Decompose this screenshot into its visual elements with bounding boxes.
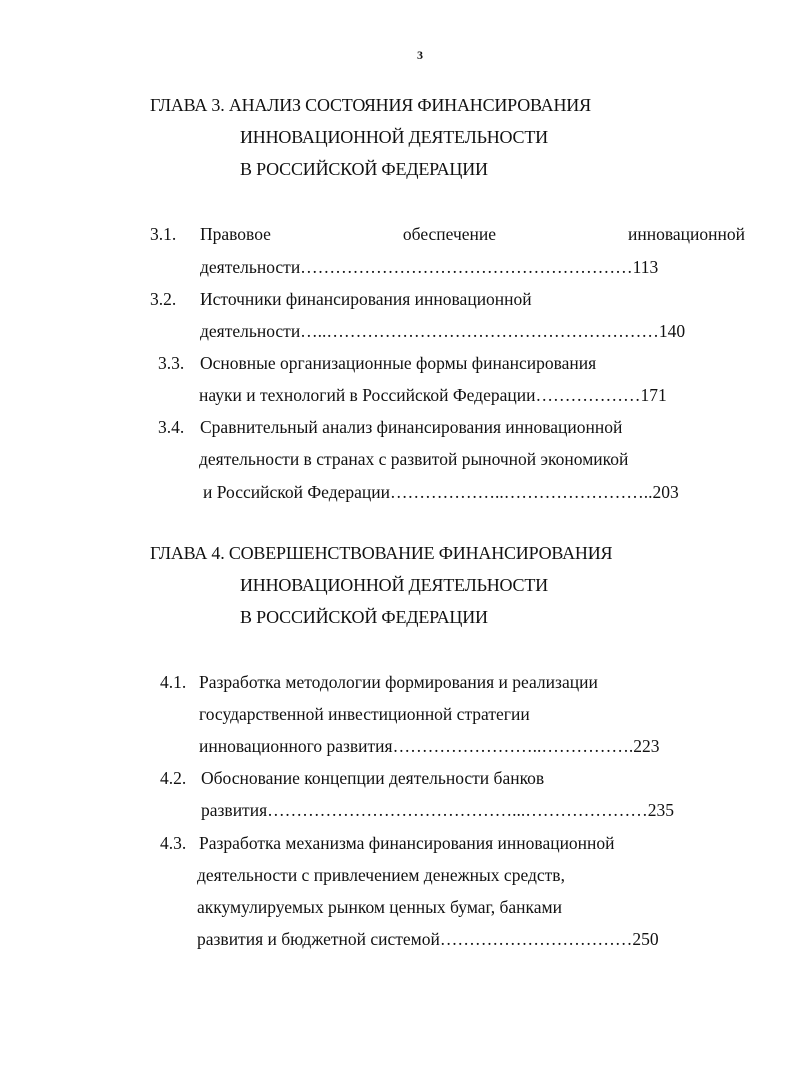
toc-item-line: науки и технологий в Российской Федерации………………171 <box>199 385 667 405</box>
toc-item-number: 4.2. <box>160 768 187 788</box>
toc-item-line: деятельности…..…………………………………………………140 <box>200 321 686 341</box>
toc-item-line: инновационного развития……………………..…………….223 <box>199 736 660 756</box>
chapter-4-title-line-1: ГЛАВА 4. СОВЕРШЕНСТВОВАНИЕ ФИНАНСИРОВАНИЯ <box>150 543 613 563</box>
toc-item-line: развития и бюджетной системой……………………………250 <box>197 929 659 949</box>
toc-item-number: 3.4. <box>158 417 185 437</box>
toc-item-line: деятельности…………………………………………………113 <box>200 257 659 277</box>
toc-item-number: 4.3. <box>160 833 187 853</box>
toc-item-line: государственной инвестиционной стратегии <box>199 704 530 724</box>
toc-item-line: Разработка методологии формирования и реализации <box>199 672 598 692</box>
toc-item-justified-line <box>200 223 745 245</box>
toc-word: Правовое <box>200 224 271 244</box>
chapter-3-title-line-2: ИННОВАЦИОННОЙ ДЕЯТЕЛЬНОСТИ <box>240 127 548 147</box>
toc-word: обеспечение <box>402 224 497 244</box>
toc-item-number: 3.1. <box>150 224 177 244</box>
toc-item-number: 3.2. <box>150 289 177 309</box>
chapter-4-title-line-2: ИННОВАЦИОННОЙ ДЕЯТЕЛЬНОСТИ <box>240 575 548 595</box>
toc-item-number: 3.3. <box>158 353 185 373</box>
toc-item-line: развития……………………………………...…………………235 <box>201 800 674 820</box>
toc-item-line: и Российской Федерации………………..……………………..203 <box>203 482 679 502</box>
toc-item-line: аккумулируемых рынком ценных бумаг, банками <box>197 897 562 917</box>
toc-item-line: Сравнительный анализ финансирования инновационной <box>200 417 623 437</box>
chapter-4-title-line-3: В РОССИЙСКОЙ ФЕДЕРАЦИИ <box>240 607 488 627</box>
toc-item-number: 4.1. <box>160 672 187 692</box>
toc-item-line: деятельности с привлечением денежных средств, <box>197 865 565 885</box>
page-number: 3 <box>417 48 423 62</box>
toc-item-line: деятельности в странах с развитой рыночной экономикой <box>199 449 629 469</box>
toc-item-line: Основные организационные формы финансирования <box>200 353 597 373</box>
toc-item-line: Разработка механизма финансирования инновационной <box>199 833 615 853</box>
chapter-3-title-line-3: В РОССИЙСКОЙ ФЕДЕРАЦИИ <box>240 159 488 179</box>
toc-word: инновационной <box>628 224 745 244</box>
toc-item-line: Обоснование концепции деятельности банков <box>201 768 545 788</box>
chapter-3-title-line-1: ГЛАВА 3. АНАЛИЗ СОСТОЯНИЯ ФИНАНСИРОВАНИЯ <box>150 95 591 115</box>
toc-item-line: Источники финансирования инновационной <box>200 289 532 309</box>
